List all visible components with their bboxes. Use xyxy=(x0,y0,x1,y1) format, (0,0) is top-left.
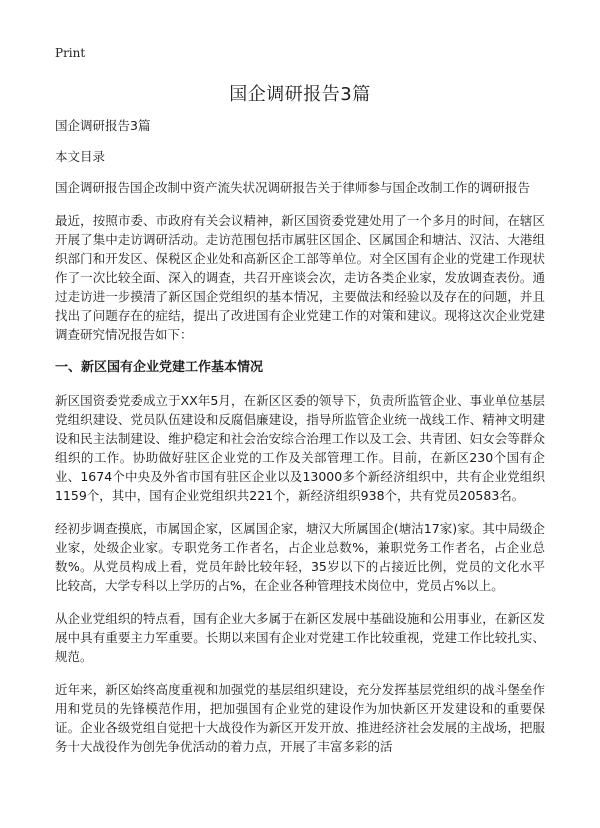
document-title: 国企调研报告3篇 xyxy=(229,84,371,105)
paragraph: 经初步调查摸底，市属国企家，区属国企家，塘汉大所属国企(塘沽17家)家。其中局级企业家，处级企业家。专职党务工作者名，占企业总数%，兼职党务工作者名，占企业总数%。从党员构成上看，党员年龄比较年轻，35岁以下的占接近比例，党员的文化水平比较高，大学专科以上学历的占%，在企业各种管理技术岗位中，党员占%以上。 xyxy=(55,521,545,593)
document-body xyxy=(55,116,545,770)
toc-items: 国企调研报告国企改制中资产流失状况调研报告关于律师参与国企改制工作的调研报告 xyxy=(55,180,531,195)
toc-heading: 本文目录 xyxy=(55,149,106,164)
document-subtitle: 国企调研报告3篇 xyxy=(55,118,151,133)
paragraph: 最近，按照市委、市政府有关会议精神，新区国资委党建处用了一个多月的时间，在辖区开展了集中走访调研活动。走访范围包括市属驻区国企、区属国企和塘沽、汉沽、大港组织部门和开发区、保税区企业处和高新区企工部等单位。对全区国有企业的党建工作现状作了一次比较全面、深入的调查，共召开座谈会次，走访各类企业家，发放调查表份。通过走访进一步摸清了新区国企党组织的基本情况，主要做法和经验以及存在的问题，并且找出了问题存在的症结，提出了改进国有企业党建工作的对策和建议。现将这次企业党建调查研究情况报告如下： xyxy=(55,213,545,342)
print-link[interactable]: Print xyxy=(55,46,86,60)
section-heading: 一、新区国有企业党建工作基本情况 xyxy=(55,360,264,375)
paragraph: 近年来，新区始终高度重视和加强党的基层组织建设，充分发挥基层党组织的战斗堡垒作用和党员的先锋模范作用，把加强国有企业党的建设作为加快新区开发建设和的重要保证。企业各级党组自觉把十大战役作为新区开发开放、推进经济社会发展的主战场，把服务十大战役作为创先争优活动的着力点，开展了丰富多彩的活 xyxy=(55,682,545,754)
paragraph: 从企业党组织的特点看，国有企业大多属于在新区发展中基础设施和公用事业，在新区发展中具有重要主力军重要。长期以来国有企业对党建工作比较重视，党建工作比较扎实、规范。 xyxy=(55,611,545,664)
paragraph: 新区国资委党委成立于XX年5月，在新区区委的领导下，负责所监管企业、事业单位基层党组织建设、党员队伍建设和反腐倡廉建设，指导所监管企业统一战线工作、精神文明建设和民主法制建设、维护稳定和社会治安综合治理工作以及工会、共青团、妇女会等群众组织的工作。协助做好驻区企业党的工作及关部管理工作。目前，在新区230个国有企业、1674个中央及外省市国有驻区企业以及13000多个新经济组织中，共有企业党组织1159个，其中，国有企业党组织共221个，新经济组织938个，共有党员20583名。 xyxy=(55,393,545,503)
